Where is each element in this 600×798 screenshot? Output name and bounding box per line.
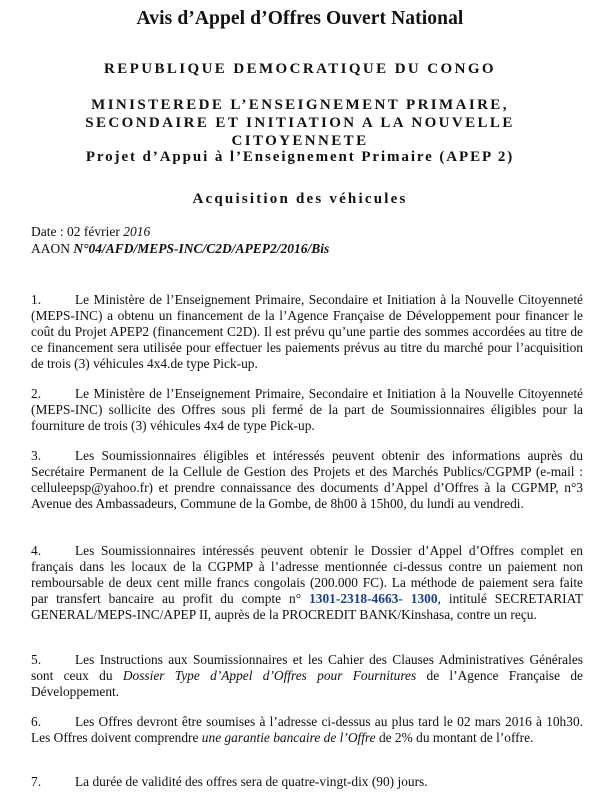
paragraph-text: Les Soumissionnaires éligibles et intéressés peuvent obtenir des informations auprès du Secrétaire Permanent de la Cellule de Gestion des Projets et des Marchés Publics/CGPMP (e-mail : celluleepsp@yahoo.fr) et prendre connaissance des documents d’Appel d’Offres à la CGPMP, n°3 Avenue des Ambassadeurs, Commune de la Gombe, de 8h00 à 15h00, du lundi au vendredi.	[31, 448, 583, 511]
paragraph-2	[31, 386, 583, 434]
paragraph-number: 3.	[31, 448, 42, 463]
paragraph-4	[31, 543, 583, 623]
paragraph-5	[31, 652, 583, 700]
paragraph-3	[31, 448, 583, 512]
paragraph-1	[31, 292, 583, 372]
paragraph-text-end: de l’Agence Française de Développement.	[31, 667, 583, 699]
ministry-line-3: CITOYENNETE	[231, 133, 369, 149]
paragraph-text: Les Soumissionnaires intéressés peuvent obtenir le Dossier d’Appel d’Offres complet en français dans les locaux de la CGPMP à l’adresse mentionnée ci-dessus contre un paiement non remboursable de deux cent mille francs congolais (200.000 FC). La méthode de paiement sera faite par transfert bancaire au profit du compte n°	[31, 543, 583, 606]
paragraph-text: Les Instructions aux Soumissionnaires et les Cahier des Clauses Administratives Générales sont ceux du	[31, 652, 583, 683]
notice-meta	[31, 223, 329, 257]
notice-date	[31, 223, 329, 240]
notice-reference	[31, 240, 329, 257]
ministry-line-2: SECONDAIRE ET INITIATION A LA NOUVELLE	[85, 115, 515, 131]
paragraph-6	[31, 714, 583, 746]
notice-title: Avis d’Appel d’Offres Ouvert National	[136, 8, 464, 29]
paragraph-text-end: , intitulé SECRETARIAT GENERAL/MEPS-INC/APEP II, auprès de la PROCREDIT BANK/Kinshasa, contre un reçu.	[31, 590, 583, 622]
paragraph-number: 4.	[31, 543, 42, 558]
bank-account-number: 1301-2318-4663- 1300	[309, 590, 438, 606]
paragraph-number: 7.	[31, 774, 42, 789]
date-label: Date : 02 février	[31, 224, 124, 239]
dossier-type-title: Dossier Type d’Appel d’Offres pour Fournitures	[122, 667, 417, 683]
paragraph-text: Les Offres devront être soumises à l’adresse ci-dessus au plus tard le 02 mars 2016 à 10h30. Les Offres doivent comprendre	[31, 714, 583, 745]
paragraph-number: 2.	[31, 386, 42, 401]
paragraph-text: Le Ministère de l’Enseignement Primaire, Secondaire et Initiation à la Nouvelle Citoyenneté (MEPS-INC) sollicite des Offres sous pli fermé de la part de Soumissionnaires éligibles pour la fourniture de trois (3) véhicules 4x4 de type Pick-up.	[31, 386, 583, 433]
subject-heading: Acquisition des véhicules	[192, 191, 408, 207]
date-year: 2016	[123, 224, 151, 239]
country-heading: REPUBLIQUE DEMOCRATIQUE DU CONGO	[104, 61, 496, 77]
reference-label: AAON	[31, 241, 74, 256]
paragraph-7	[31, 774, 583, 790]
ministry-line-1: MINISTEREDE L’ENSEIGNEMENT PRIMAIRE,	[91, 97, 509, 113]
ministry-heading	[0, 96, 600, 150]
reference-value: N°04/AFD/MEPS-INC/C2D/APEP2/2016/Bis	[73, 241, 330, 256]
paragraph-text: La durée de validité des offres sera de quatre-vingt-dix (90) jours.	[75, 774, 428, 789]
paragraph-number: 6.	[31, 714, 42, 729]
paragraph-number: 1.	[31, 292, 42, 307]
paragraph-text: Le Ministère de l’Enseignement Primaire, Secondaire et Initiation à la Nouvelle Citoyenneté (MEPS-INC) a obtenu un financement de la l’Agence Française de Développement pour financer le coût du Projet APEP2 (financement C2D). Il est prévu qu’une partie des sommes accordées au titre de ce financement sera utilisée pour effectuer les paiements prévus au titre du marché pour l’acquisition de trois (3) véhicules 4x4.de type Pick-up.	[31, 292, 583, 371]
paragraph-text-end: de 2% du montant de l’offre.	[375, 729, 534, 745]
project-heading: Projet d’Appui à l’Enseignement Primaire (APEP 2)	[85, 149, 515, 165]
paragraph-number: 5.	[31, 652, 42, 667]
bank-guarantee-term: une garantie bancaire de l’Offre	[201, 729, 376, 745]
